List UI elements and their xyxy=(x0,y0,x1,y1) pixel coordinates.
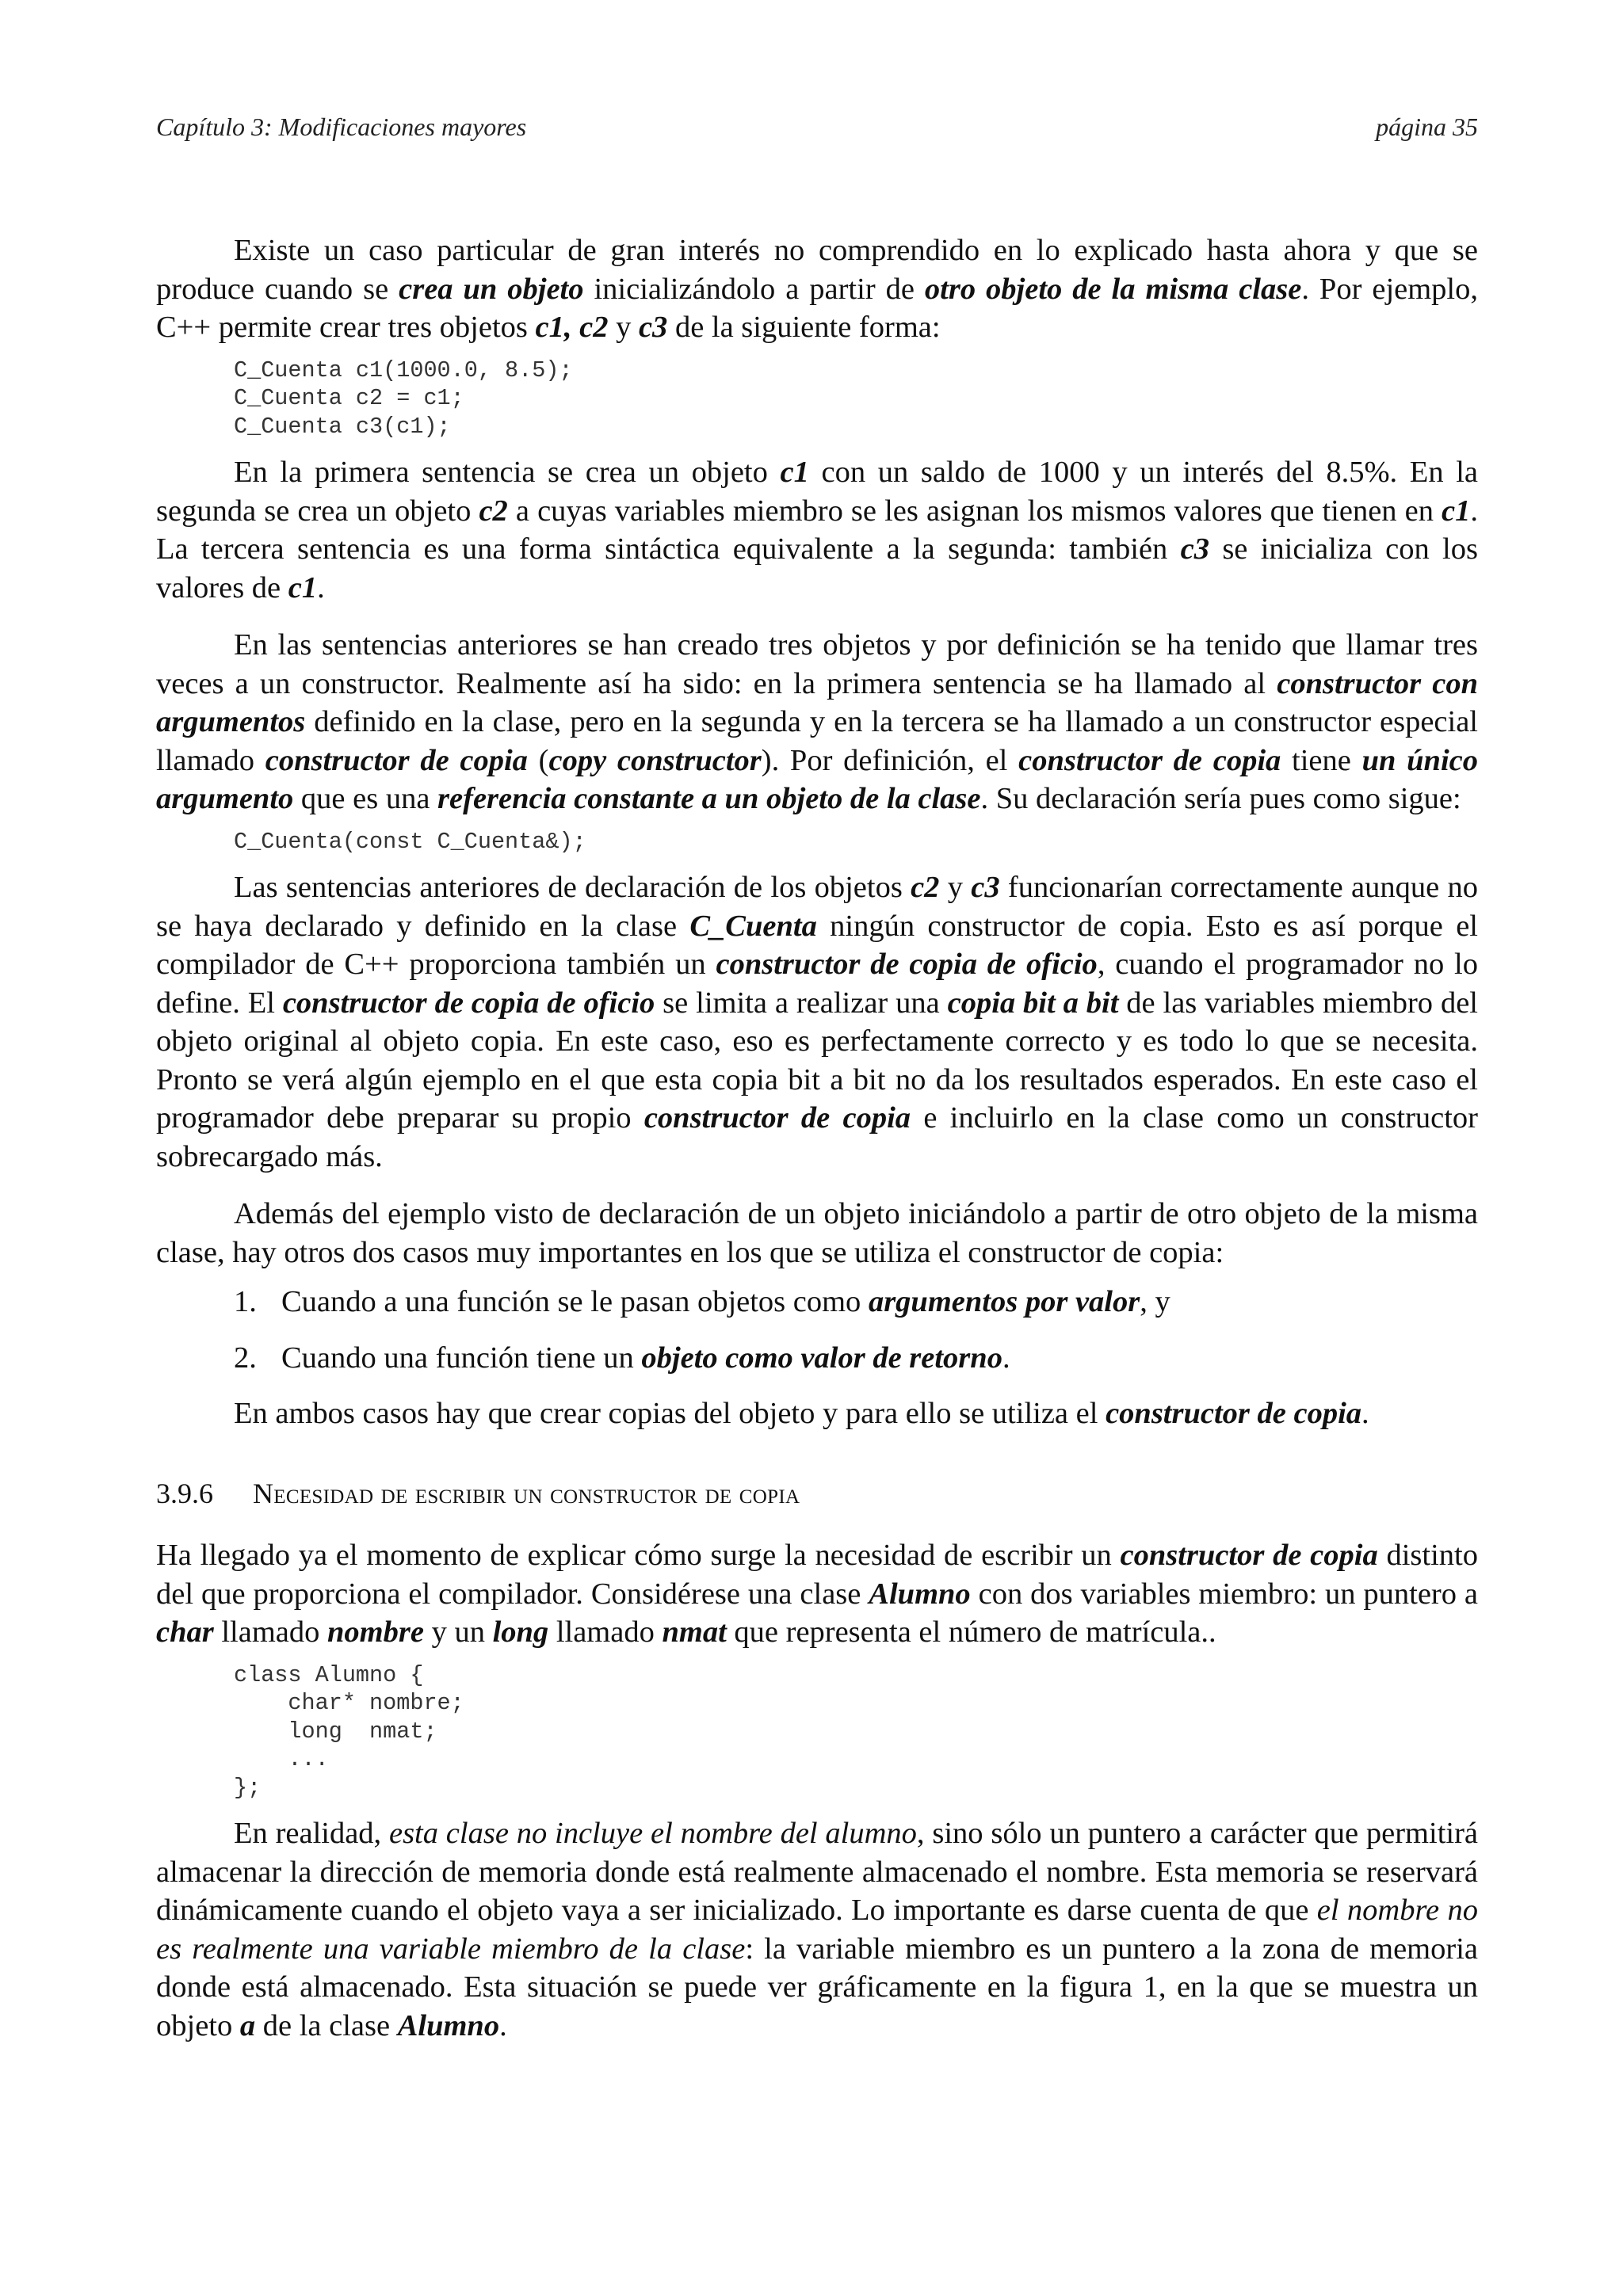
section-number: 3.9.6 xyxy=(156,1477,213,1509)
list-item: 2. Cuando una función tiene un objeto como valor de retorno. xyxy=(234,1341,1010,1375)
code-block-alumno: class Alumno { char* nombre; long nmat; ... }; xyxy=(234,1661,464,1801)
page-number: página 35 xyxy=(1376,113,1478,141)
section-heading xyxy=(156,1474,1478,1513)
chapter-title: Capítulo 3: Modificaciones mayores xyxy=(156,113,527,141)
paragraph-copy-intro: Existe un caso particular de gran interés no comprendido en lo explicado hasta ahora y que se produce cuando se crea un objeto inicializándolo a partir de otro objeto de la misma clase. Por ejemplo, C++ permite crear tres objetos c1, c2 y c3 de la siguiente forma: xyxy=(156,234,1478,344)
paragraph-sentences-explained: En la primera sentencia se crea un objeto c1 con un saldo de 1000 y un interés del 8.5%. En la segunda se crea un objeto c2 a cuyas variables miembro se les asignan los mismos valores que tienen en c1. La tercera sentencia es una forma sintáctica equivalente a la segunda: también c3 se inicializa con los valores de c1. xyxy=(156,456,1479,605)
paragraph-both-cases: En ambos casos hay que crear copias del objeto y para ello se utiliza el constructor de copia. xyxy=(234,1397,1369,1430)
section-title: Necesidad de escribir un constructor de copia xyxy=(253,1477,800,1509)
cases-list xyxy=(156,1283,1478,1377)
paragraph-need-copy-constructor: Ha llegado ya el momento de explicar cómo surge la necesidad de escribir un constructor de copia distinto del que proporciona el compilador. Considérese una clase Alumno con dos variables miembro: un puntero a char llamado nombre y un long llamado nmat que representa el número de matrícula.. xyxy=(156,1539,1479,1649)
paragraph-default-copy-constructor: Las sentencias anteriores de declaración de los objetos c2 y c3 funcionarían correctamente aunque no se haya declarado y definido en la clase C_Cuenta ningún constructor de copia. Esto es así porque el compilador de C++ proporciona también un constructor de copia de oficio, cuando el programador no lo define. El constructor de copia de oficio se limita a realizar una copia bit a bit de las variables miembro del objeto original al objeto copia. En este caso, eso es perfectamente correcto y es todo lo que se necesita. Pronto se verá algún ejemplo en el que esta copia bit a bit no da los resultados esperados. En este caso el programador debe preparar su propio constructor de copia e incluirlo en la clase como un constructor sobrecargado más. xyxy=(156,871,1478,1173)
paragraph-other-cases: Además del ejemplo visto de declaración de un objeto iniciándolo a partir de otro objeto de la misma clase, hay otros dos casos muy importantes en los que se utiliza el constructor de copia: xyxy=(156,1197,1478,1269)
paragraph-copy-constructor-definition: En las sentencias anteriores se han creado tres objetos y por definición se ha tenido que llamar tres veces a un constructor. Realmente así ha sido: en la primera sentencia se ha llamado al constructor con argumentos definido en la clase, pero en la segunda y en la tercera se ha llamado a un constructor especial llamado constructor de copia (copy constructor). Por definición, el constructor de copia tiene un único argumento que es una referencia constante a un objeto de la clase. Su declaración sería pues como sigue: xyxy=(156,628,1479,815)
list-item: 1. Cuando a una función se le pasan objetos como argumentos por valor, y xyxy=(234,1285,1170,1318)
code-block-objects: C_Cuenta c1(1000.0, 8.5); C_Cuenta c2 = c1; C_Cuenta c3(c1); xyxy=(234,357,573,440)
paragraph-pointer-member: En realidad, esta clase no incluye el nombre del alumno, sino sólo un puntero a carácter que permitirá almacenar la dirección de memoria donde está realmente almacenado el nombre. Esta memoria se reservará dinámicamente cuando el objeto vaya a ser inicializado. Lo importante es darse cuenta de que el nombre no es realmente una variable miembro de la clase: la variable miembro es un puntero a la zona de memoria donde está almacenado. Esta situación se puede ver gráficamente en la figura 1, en la que se muestra un objeto a de la clase Alumno. xyxy=(156,1817,1479,2042)
running-header xyxy=(156,113,1478,142)
code-block-copy-constructor: C_Cuenta(const C_Cuenta&); xyxy=(234,828,586,855)
body-text xyxy=(156,231,1478,2045)
